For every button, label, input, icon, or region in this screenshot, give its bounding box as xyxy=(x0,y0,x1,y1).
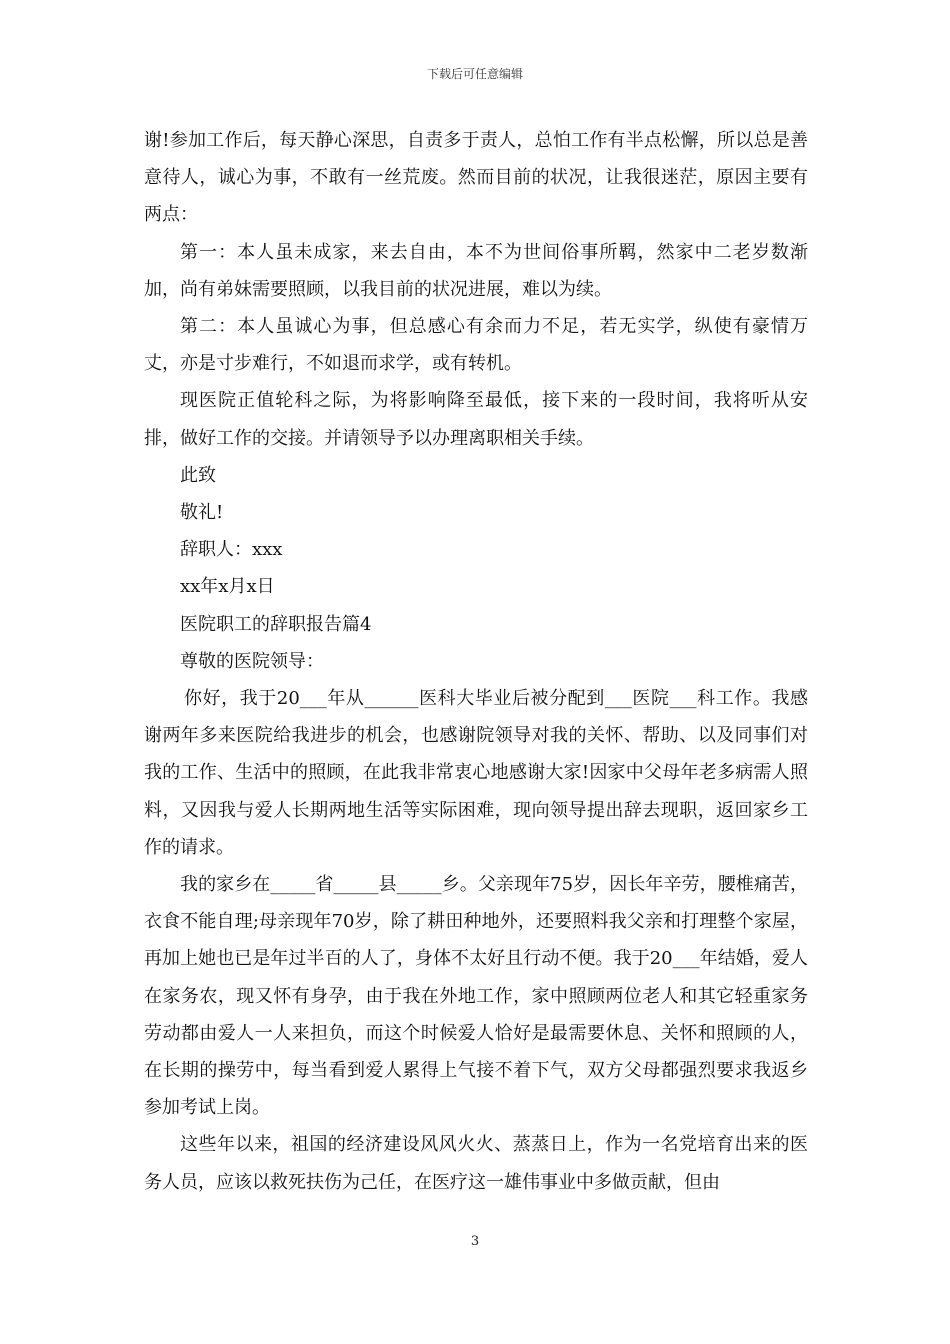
paragraph-introduction: 你好，我于20___年从______医科大毕业后被分配到___医院___科工作。我感谢两年多来医院给我进步的机会，也感谢院领导对我的关怀、帮助、以及同事们对我的工作、生活中的照顾，在此我非常衷心地感谢大家!因家中父母年老多病需人照料，又因我与爱人长期两地生活等实际困难，现向领导提出辞去现职，返回家乡工作的请求。 xyxy=(144,688,808,858)
paragraph-family: 我的家乡在_____省_____县_____乡。父亲现年75岁，因长年辛劳，腰椎痛苦，衣食不能自理;母亲现年70岁，除了耕田种地外，还要照料我父亲和打理整个家屋，再加上她也已是年过半百的人了，身体不太好且行动不便。我于20___年结婚，爱人在家务农，现又怀有身孕，由于我在外地工作，家中照顾两位老人和其它轻重家务劳动都由爱人一人来担负，而这个时候爱人恰好是最需要休息、关怀和照顾的人，在长期的操劳中，每当看到爱人累得上气接不着下气，双方父母都强烈要求我返乡参加考试上岗。 xyxy=(144,874,808,1119)
paragraph-reason-two: 第二：本人虽诚心为事，但总感心有余而力不足，若无实学，纵使有豪情万丈，亦是寸步难行，不如退而求学，或有转机。 xyxy=(144,316,808,375)
closing-salutation: 此致 xyxy=(180,464,216,486)
paragraph-reason-one: 第一：本人虽未成家，来去自由，本不为世间俗事所羁，然家中二老岁数渐加，尚有弟妹需要照顾，以我目前的状况进展，难以为续。 xyxy=(144,241,808,300)
page-number: 3 xyxy=(470,1234,480,1249)
closing-regards: 敬礼! xyxy=(180,502,224,524)
signature-line: 辞职人：xxx xyxy=(180,539,283,561)
greeting-line: 尊敬的医院领导： xyxy=(180,650,324,672)
section-title: 医院职工的辞职报告篇4 xyxy=(180,613,372,635)
paragraph-continuation: 谢!参加工作后，每天静心深思，自责多于责人，总怕工作有半点松懈，所以总是善意待人，诚心为事，不敢有一丝荒废。然而目前的状况，让我很迷茫，原因主要有两点： xyxy=(144,130,808,226)
date-line: xx年x月x日 xyxy=(180,576,275,598)
paragraph-duty: 这些年以来，祖国的经济建设风风火火、蒸蒸日上，作为一名党培育出来的医务人员，应该以救死扶伤为己任，在医疗这一雄伟事业中多做贡献，但由 xyxy=(144,1134,808,1193)
page-header: 下载后可任意编辑 xyxy=(426,67,523,81)
document-body xyxy=(144,122,808,1201)
paragraph-handover: 现医院正值轮科之际，为将影响降至最低，接下来的一段时间，我将听从安排，做好工作的交接。并请领导予以办理离职相关手续。 xyxy=(144,390,808,449)
